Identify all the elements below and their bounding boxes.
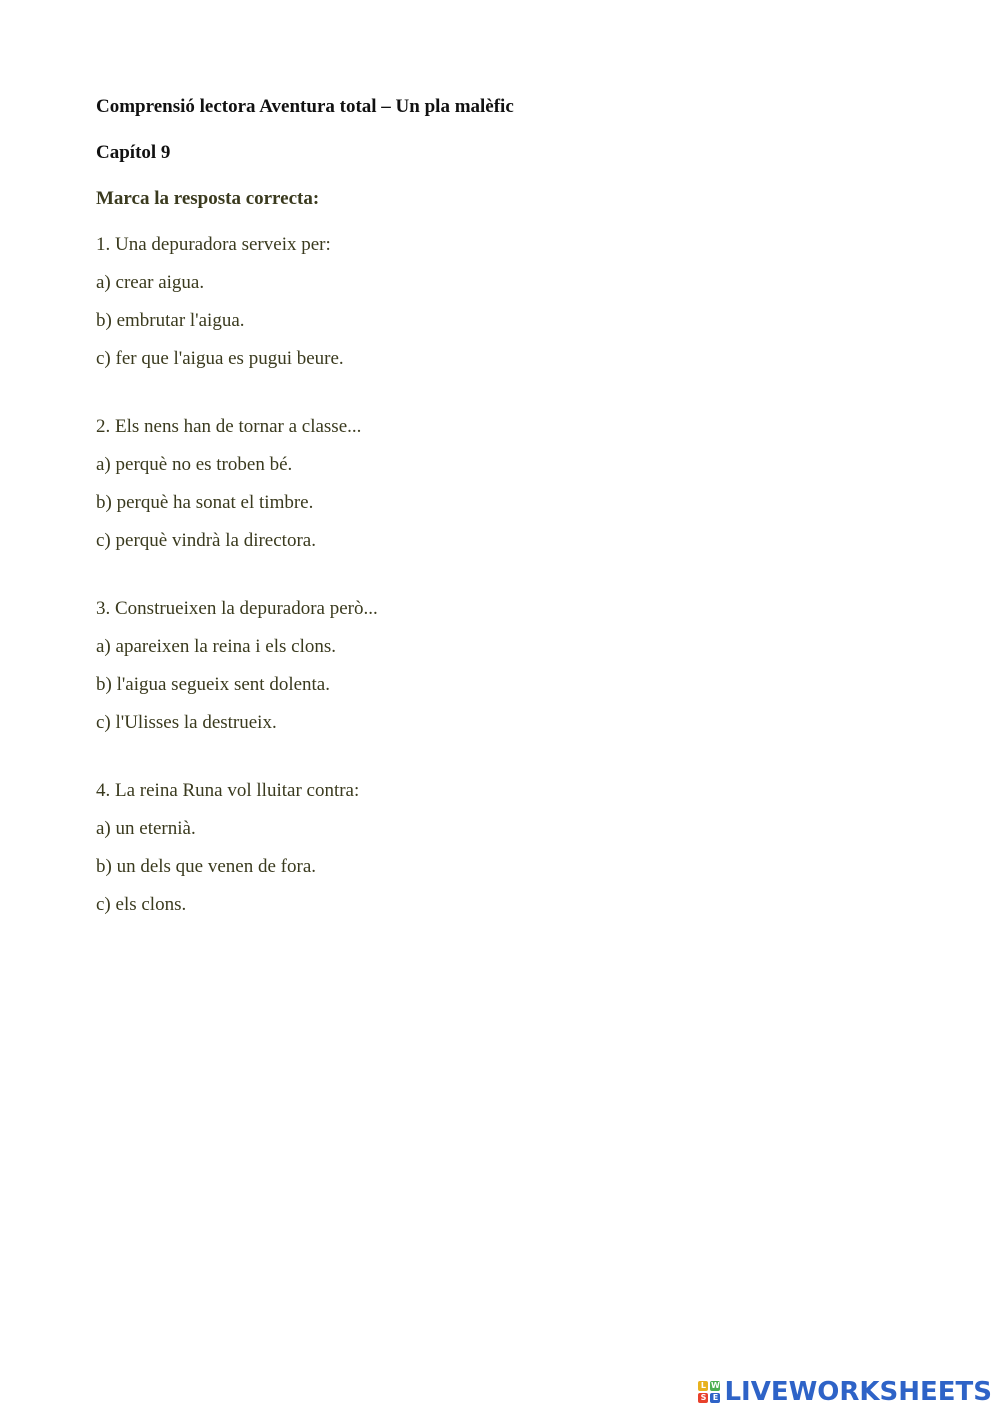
question-2 [96, 412, 916, 556]
logo-icon [698, 1381, 720, 1403]
logo-cell: E [710, 1393, 720, 1403]
worksheet-title: Comprensió lectora Aventura total – Un pla malèfic [96, 96, 514, 117]
question-text: 2. Els nens han de tornar a classe... [96, 416, 362, 437]
question-3 [96, 594, 916, 738]
answer-option[interactable]: a) un eternià. [96, 818, 196, 839]
logo-cell: L [698, 1381, 708, 1391]
answer-option[interactable]: b) embrutar l'aigua. [96, 310, 245, 331]
liveworksheets-logo[interactable] [698, 1377, 992, 1407]
answer-option[interactable]: b) perquè ha sonat el timbre. [96, 492, 314, 513]
instruction-text: Marca la resposta correcta: [96, 188, 320, 209]
answer-option[interactable]: a) perquè no es troben bé. [96, 454, 293, 475]
logo-cell: W [711, 1381, 720, 1390]
question-1 [96, 230, 916, 374]
question-text: 1. Una depuradora serveix per: [96, 234, 331, 255]
question-text: 4. La reina Runa vol lluitar contra: [96, 780, 360, 801]
answer-option[interactable]: b) un dels que venen de fora. [96, 856, 317, 877]
answer-option[interactable]: c) l'Ulisses la destrueix. [96, 712, 277, 733]
answer-option[interactable]: a) crear aigua. [96, 272, 205, 293]
logo-text: LIVEWORKSHEETS [724, 1377, 992, 1407]
answer-option[interactable]: c) perquè vindrà la directora. [96, 530, 316, 551]
answer-option[interactable]: c) fer que l'aigua es pugui beure. [96, 348, 344, 369]
answer-option[interactable]: b) l'aigua segueix sent dolenta. [96, 674, 330, 695]
question-4 [96, 776, 916, 920]
answer-option[interactable]: a) apareixen la reina i els clons. [96, 636, 337, 657]
answer-option[interactable]: c) els clons. [96, 894, 187, 915]
logo-cell: S [698, 1393, 708, 1403]
question-text: 3. Construeixen la depuradora però... [96, 598, 378, 619]
worksheet-page [96, 92, 916, 958]
chapter-heading: Capítol 9 [96, 142, 171, 163]
